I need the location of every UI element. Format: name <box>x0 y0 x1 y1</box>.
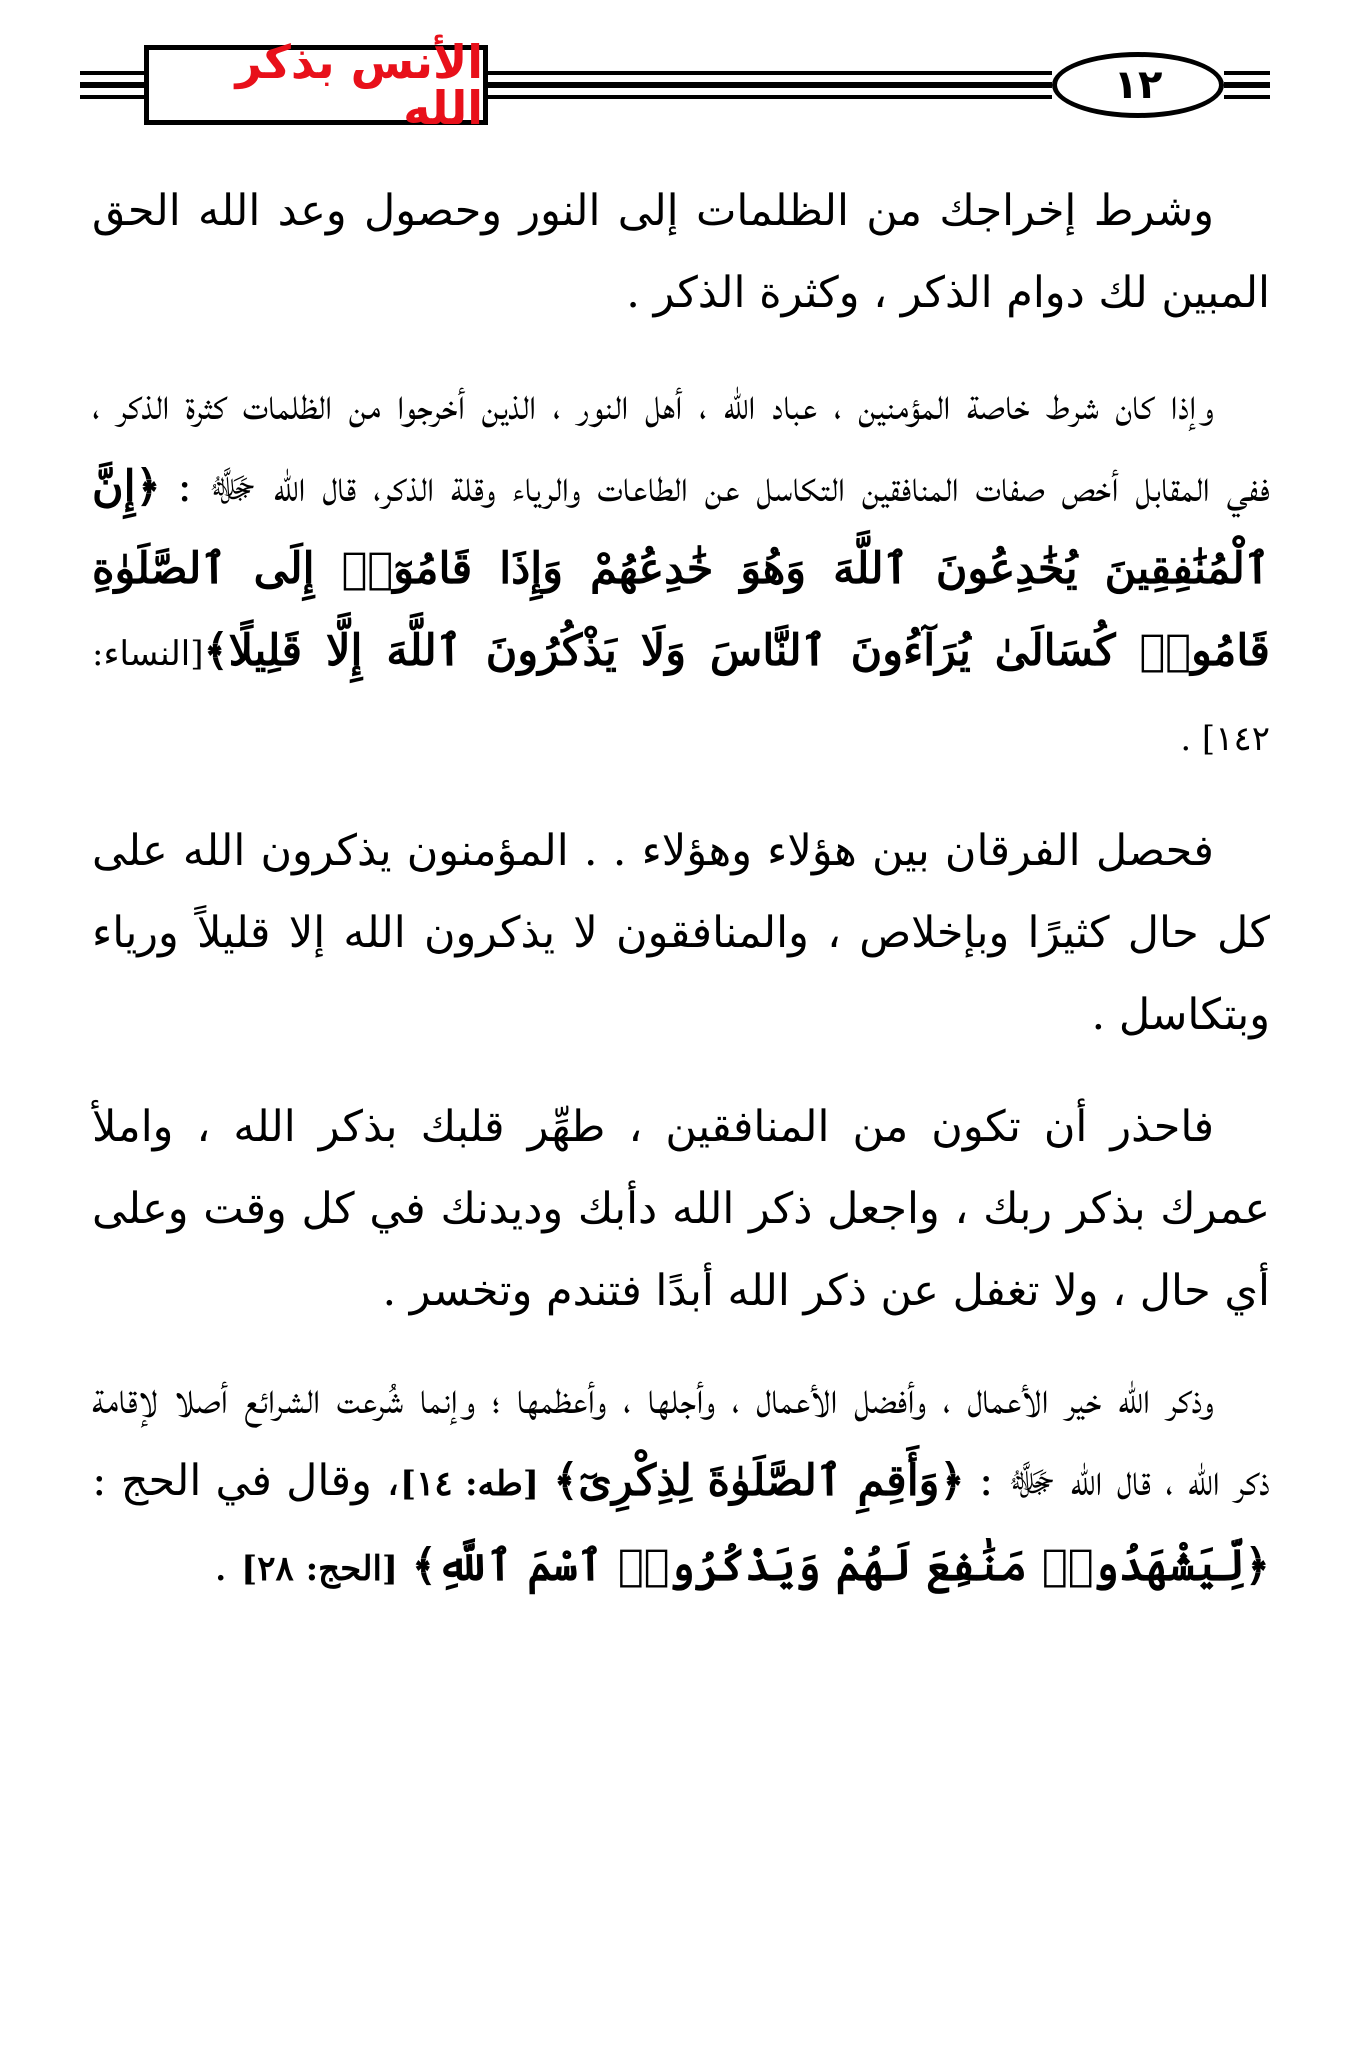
paragraph-1 <box>92 170 1270 334</box>
verse-reference: [الحج: ٢٨] <box>241 1549 398 1589</box>
paragraph-4 <box>92 1086 1270 1332</box>
page-number-oval <box>1052 52 1224 118</box>
page-number: ١٢ <box>1113 62 1163 108</box>
paragraph-text: فحصل الفرقان بين هؤلاء وهؤلاء . . المؤمنون يذكرون الله على كل حال كثيرًا وبإخلاص ، والمنافقون لا يذكرون الله إلا قليلاً ورياء وبتكاسل . <box>92 826 1270 1040</box>
verse-reference: [طه: ١٤] <box>399 1464 539 1504</box>
paragraph-text: وإذا كان شرط خاصة المؤمنين ، عباد الله ، أهل النور ، الذين أخرجوا من الظلمات كثرة الذكر ، ففي المقابل أخص صفات المنافقين التكاسل عن الطاعات والرياء وقلة الذكر، قال الله ﷻ : <box>92 380 1270 512</box>
paragraph-text: ، وقال في الحج : <box>92 1456 400 1506</box>
quran-verse: ﴿لِّيَشْهَدُوا۟ مَنَٰفِعَ لَهُمْ وَيَذْكُرُوا۟ ٱسْمَ ٱللَّهِ﴾ <box>411 1541 1270 1591</box>
quran-verse: ﴿إِنَّ ٱلْمُنَٰفِقِينَ يُخَٰدِعُونَ ٱللَّهَ وَهُوَ خَٰدِعُهُمْ وَإِذَا قَامُوٓا۟ إِلَى ٱلصَّلَوٰةِ قَامُوا۟ كُسَالَىٰ يُرَآءُونَ ٱلنَّاسَ وَلَا يَذْكُرُونَ ٱللَّهَ إِلَّا قَلِيلًا﴾ <box>92 462 1270 676</box>
paragraph-text: فاحذر أن تكون من المنافقين ، طهِّر قلبك بذكر الله ، واملأ عمرك بذكر ربك ، واجعل ذكر الله دأبك وديدنك في كل وقت وعلى أي حال ، ولا تغفل عن ذكر الله أبدًا فتندم وتخسر . <box>92 1102 1270 1316</box>
paragraph-2 <box>92 364 1270 780</box>
paragraph-text: وذكر الله خير الأعمال ، وأفضل الأعمال ، وأجلها ، وأعظمها ؛ وإنما شُرعت الشرائع أصلا لإقامة ذكر الله ، قال الله ﷻ : <box>92 1374 1271 1506</box>
paragraph-5 <box>92 1358 1270 1610</box>
paragraph-3 <box>92 810 1270 1056</box>
quran-verse: ﴿وَأَقِمِ ٱلصَّلَوٰةَ لِذِكْرِىٓ﴾ <box>553 1456 965 1506</box>
paragraph-end: . <box>213 1541 242 1591</box>
page-body <box>92 170 1270 1640</box>
paragraph-text: وشرط إخراجك من الظلمات إلى النور وحصول وعد الله الحق المبين لك دوام الذكر ، وكثرة الذكر . <box>92 186 1270 318</box>
book-title: الأنس بذكر الله <box>235 35 483 135</box>
book-title-box <box>144 35 488 135</box>
page-header <box>80 35 1270 135</box>
verse-reference: [النساء: ١٤٢] . <box>92 634 1270 759</box>
